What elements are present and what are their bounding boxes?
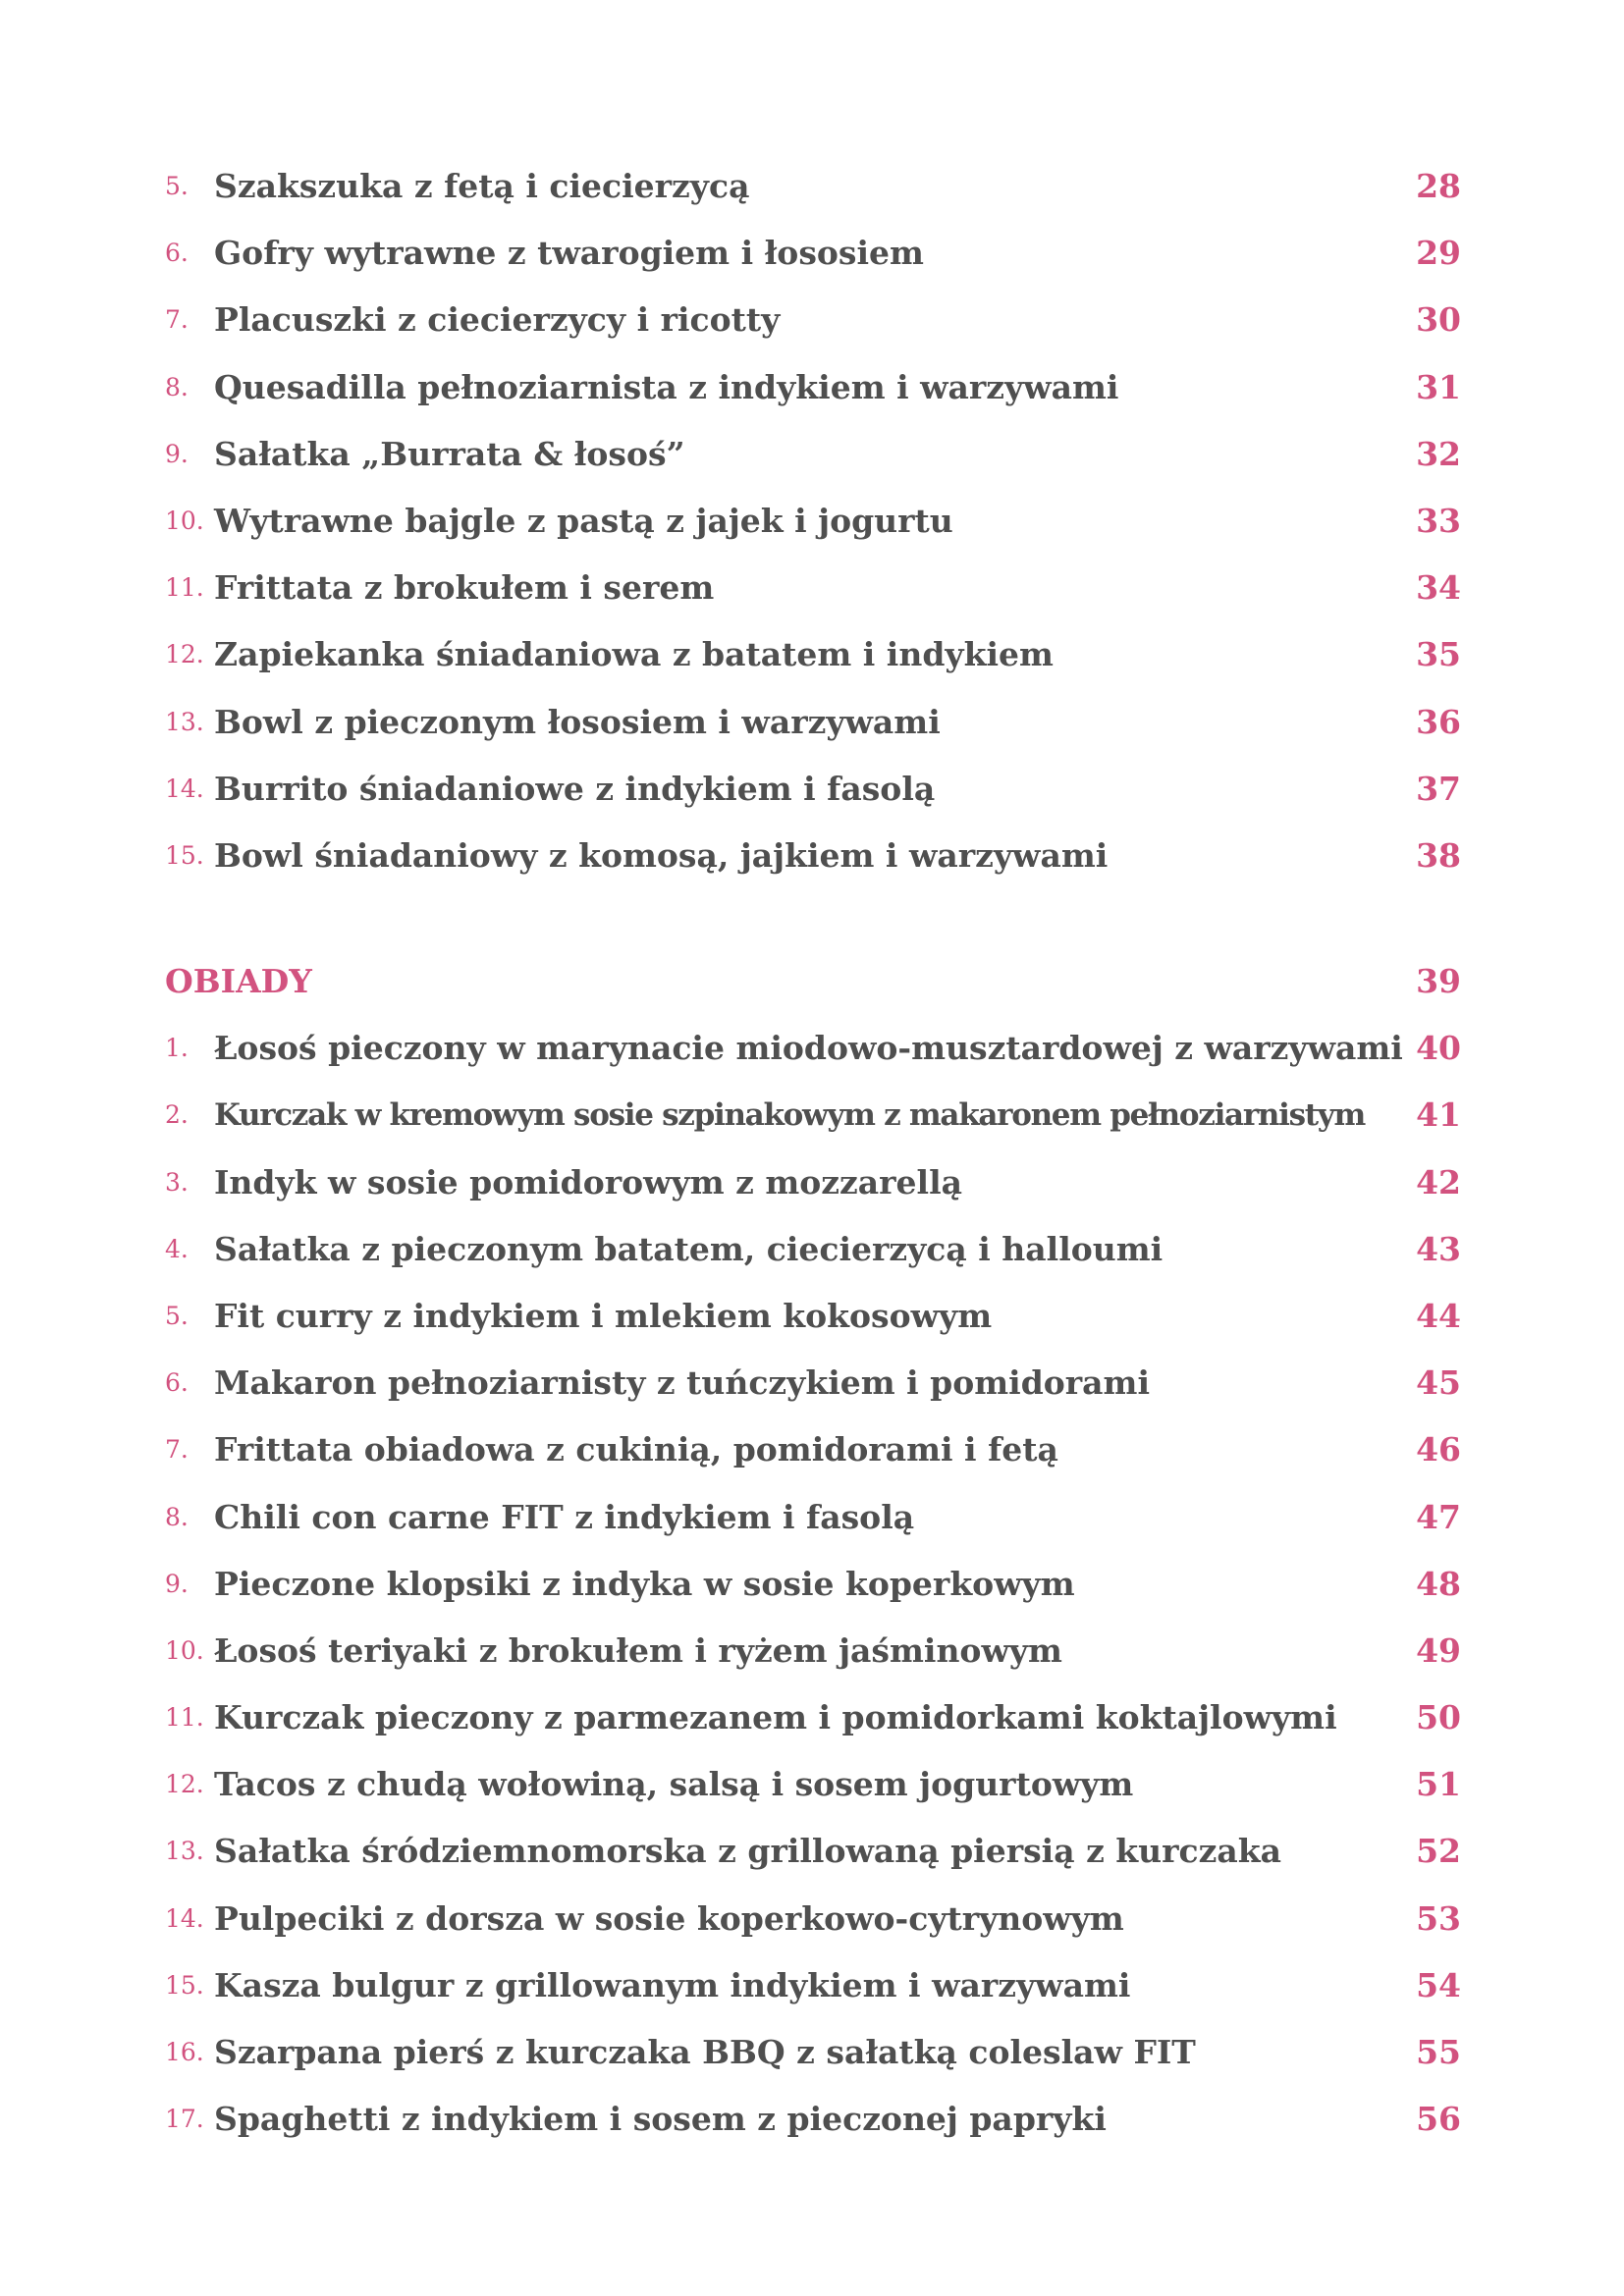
entry-page-number: 30 <box>1416 300 1461 340</box>
entry-number: 11. <box>165 1703 204 1733</box>
toc-entry[interactable] <box>165 823 1461 889</box>
entry-title: Szakszuka z fetą i ciecierzycą <box>214 167 750 205</box>
entry-number: 1. <box>165 1034 189 1063</box>
entry-title: Tacos z chudą wołowiną, salsą i sosem jogurtowym <box>214 1765 1134 1804</box>
entry-title: Bowl z pieczonym łososiem i warzywami <box>214 702 941 741</box>
toc-entry[interactable] <box>165 1618 1461 1684</box>
entry-number: 13. <box>165 1837 204 1866</box>
toc-entry[interactable] <box>165 1818 1461 1885</box>
entry-title: Kurczak pieczony z parmezanem i pomidorkami koktajlowymi <box>214 1698 1337 1737</box>
entry-page-number: 55 <box>1416 2033 1461 2071</box>
entry-page-number: 49 <box>1416 1630 1461 1670</box>
entry-number: 3. <box>165 1167 189 1197</box>
entry-title: Gofry wytrawne z twarogiem i łososiem <box>214 234 924 273</box>
entry-number: 6. <box>165 1368 189 1398</box>
entry-number: 8. <box>165 372 189 401</box>
entry-page-number: 54 <box>1416 1965 1461 2004</box>
toc-entry[interactable] <box>165 1416 1461 1483</box>
toc-entry[interactable] <box>165 555 1461 621</box>
entry-title: Burrito śniadaniowe z indykiem i fasolą <box>214 769 936 808</box>
entry-title: Łosoś pieczony w marynacie miodowo-musztardowej z warzywami <box>214 1029 1403 1068</box>
entry-page-number: 38 <box>1416 835 1461 875</box>
entry-title: Frittata obiadowa z cukinią, pomidorami i fetą <box>214 1430 1058 1469</box>
entry-title: Spaghetti z indykiem i sosem z pieczonej papryki <box>214 2100 1107 2139</box>
entry-page-number: 28 <box>1416 167 1461 205</box>
entry-number: 7. <box>165 1435 189 1465</box>
entry-title: Wytrawne bajgle z pastą z jajek i jogurtu <box>214 501 953 540</box>
toc-entry[interactable] <box>165 1684 1461 1751</box>
entry-number: 9. <box>165 439 189 468</box>
entry-number: 7. <box>165 305 189 335</box>
entry-page-number: 43 <box>1416 1229 1461 1268</box>
entry-page-number: 42 <box>1416 1162 1461 1201</box>
entry-title: Makaron pełnoziarnisty z tuńczykiem i pomidorami <box>214 1363 1151 1403</box>
entry-page-number: 52 <box>1416 1832 1461 1871</box>
entry-number: 5. <box>165 1301 189 1330</box>
entry-number: 16. <box>165 2038 204 2066</box>
entry-number: 15. <box>165 1970 204 2000</box>
entry-page-number: 31 <box>1416 367 1461 406</box>
toc-entry[interactable] <box>165 1283 1461 1350</box>
toc-entry[interactable] <box>165 1751 1461 1818</box>
entry-number: 14. <box>165 1903 204 1933</box>
entry-title: Quesadilla pełnoziarnista z indykiem i warzywami <box>214 367 1119 406</box>
entry-title: Kurczak w kremowym sosie szpinakowym z makaronem pełnoziarnistym <box>214 1097 1365 1134</box>
entry-title: Fit curry z indykiem i mlekiem kokosowym <box>214 1296 993 1335</box>
entry-number: 6. <box>165 239 189 268</box>
entry-title: Pulpeciki z dorsza w sosie koperkowo-cytrynowym <box>214 1898 1124 1938</box>
entry-page-number: 37 <box>1416 769 1461 808</box>
entry-title: Łosoś teriyaki z brokułem i ryżem jaśminowym <box>214 1630 1062 1670</box>
entry-title: Zapiekanka śniadaniowa z batatem i indykiem <box>214 635 1054 674</box>
entry-page-number: 48 <box>1416 1564 1461 1603</box>
toc-entry[interactable] <box>165 1484 1461 1551</box>
entry-number: 14. <box>165 774 204 803</box>
section-heading: OBIADY <box>165 962 312 1000</box>
entry-number: 11. <box>165 573 204 603</box>
section-page-number: 39 <box>1416 962 1461 1000</box>
toc-entry[interactable] <box>165 1886 1461 1952</box>
entry-page-number: 29 <box>1416 234 1461 273</box>
section-heading-row[interactable] <box>165 948 1461 1015</box>
toc-entry[interactable] <box>165 2019 1461 2086</box>
entry-number: 2. <box>165 1100 189 1130</box>
entry-number: 13. <box>165 707 204 736</box>
entry-title: Placuszki z ciecierzycy i ricotty <box>214 300 781 340</box>
entry-page-number: 32 <box>1416 434 1461 473</box>
toc-entry[interactable] <box>165 488 1461 555</box>
toc-entry[interactable] <box>165 1015 1461 1082</box>
toc-entry[interactable] <box>165 1350 1461 1416</box>
entry-title: Indyk w sosie pomidorowym z mozzarellą <box>214 1162 962 1201</box>
entry-page-number: 47 <box>1416 1497 1461 1536</box>
entry-page-number: 35 <box>1416 635 1461 674</box>
entry-number: 15. <box>165 840 204 870</box>
entry-number: 17. <box>165 2105 204 2134</box>
toc-entry[interactable] <box>165 220 1461 287</box>
toc-entry[interactable] <box>165 421 1461 488</box>
toc-entry[interactable] <box>165 621 1461 688</box>
entry-title: Pieczone klopsiki z indyka w sosie koperkowym <box>214 1564 1075 1603</box>
entry-page-number: 41 <box>1416 1095 1461 1135</box>
entry-page-number: 53 <box>1416 1898 1461 1938</box>
entry-title: Kasza bulgur z grillowanym indykiem i warzywami <box>214 1965 1131 2004</box>
entry-title: Frittata z brokułem i serem <box>214 568 715 608</box>
toc-entry[interactable] <box>165 1551 1461 1618</box>
entry-page-number: 33 <box>1416 501 1461 540</box>
entry-title: Sałatka „Burrata & łosoś” <box>214 434 685 473</box>
entry-number: 4. <box>165 1234 189 1263</box>
entry-title: Chili con carne FIT z indykiem i fasolą <box>214 1497 915 1536</box>
entry-page-number: 51 <box>1416 1765 1461 1804</box>
entry-page-number: 34 <box>1416 568 1461 608</box>
toc-list-breakfast-continued <box>165 153 1461 889</box>
entry-page-number: 50 <box>1416 1698 1461 1737</box>
entry-page-number: 56 <box>1416 2100 1461 2139</box>
entry-number: 5. <box>165 172 189 200</box>
toc-entry[interactable] <box>165 2086 1461 2153</box>
toc-entry[interactable] <box>165 756 1461 823</box>
entry-page-number: 36 <box>1416 702 1461 741</box>
toc-entry[interactable] <box>165 1952 1461 2019</box>
entry-page-number: 45 <box>1416 1363 1461 1403</box>
entry-number: 10. <box>165 506 204 535</box>
toc-entry[interactable] <box>165 287 1461 353</box>
entry-page-number: 46 <box>1416 1430 1461 1469</box>
toc-entry[interactable] <box>165 1082 1461 1148</box>
toc-entry[interactable] <box>165 153 1461 220</box>
toc-entry[interactable] <box>165 689 1461 756</box>
entry-title: Bowl śniadaniowy z komosą, jajkiem i warzywami <box>214 835 1109 875</box>
entry-page-number: 44 <box>1416 1296 1461 1335</box>
toc-section-obiady <box>165 948 1461 2153</box>
entry-number: 10. <box>165 1635 204 1665</box>
toc-entry[interactable] <box>165 354 1461 421</box>
entry-title: Sałatka śródziemnomorska z grillowaną piersią z kurczaka <box>214 1832 1282 1871</box>
entry-number: 8. <box>165 1502 189 1531</box>
toc-entry[interactable] <box>165 1216 1461 1283</box>
toc-entry[interactable] <box>165 1149 1461 1216</box>
entry-title: Sałatka z pieczonym batatem, ciecierzycą i halloumi <box>214 1229 1164 1268</box>
entry-number: 9. <box>165 1569 189 1598</box>
entry-number: 12. <box>165 640 204 669</box>
entry-page-number: 40 <box>1416 1029 1461 1068</box>
entry-number: 12. <box>165 1770 204 1799</box>
entry-title: Szarpana pierś z kurczaka BBQ z sałatką coleslaw FIT <box>214 2033 1196 2071</box>
